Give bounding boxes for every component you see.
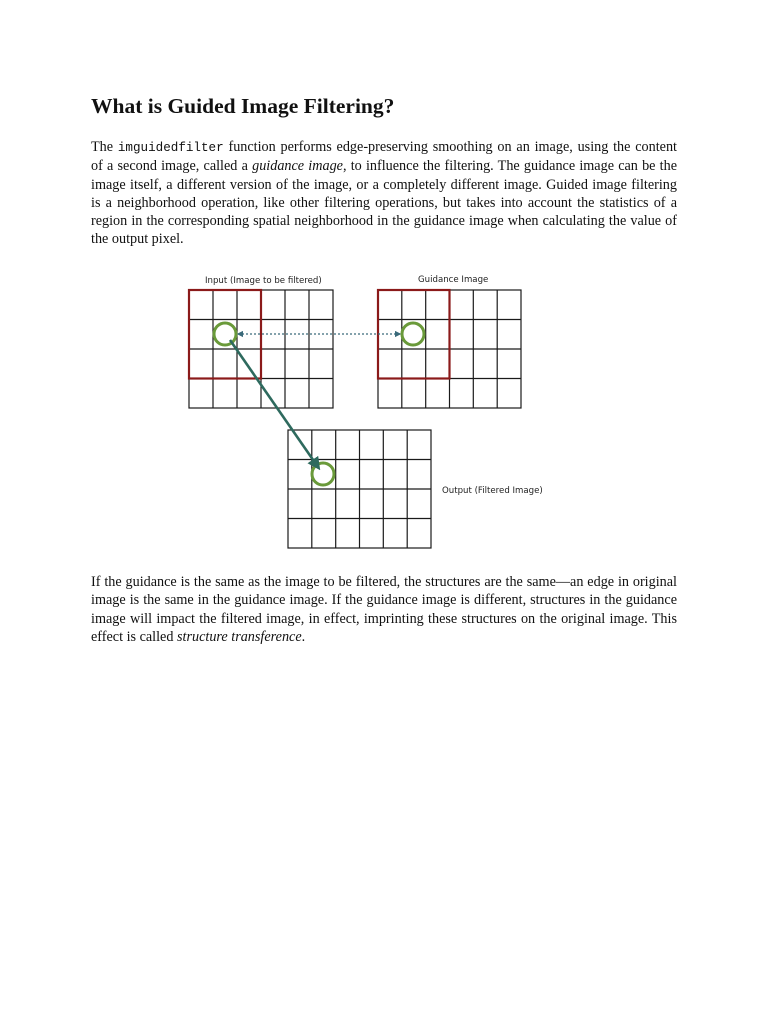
structure-transference-paragraph — [91, 573, 677, 646]
transference-text-1: If the guidance is the same as the image to be filtered, the structures are the same—an edge in original image is the same in the guidance image. If the guidance image is different, structures in the guidance image will impact the filtered image, in effect, imprinting these structures on the original image. This effect is called — [91, 574, 677, 645]
page-title: What is Guided Image Filtering? — [91, 94, 395, 118]
output-grid-label: Output (Filtered Image) — [442, 486, 543, 496]
guidance-grid-label: Guidance Image — [418, 275, 489, 285]
output-pixel-circle — [312, 463, 334, 485]
input-to-output-arrow — [230, 340, 318, 467]
intro-text-2: function performs edge-preserving smoothing on an image, using the content of a second image, called a — [91, 139, 678, 175]
input-grid-label: Input (Image to be filtered) — [205, 276, 322, 286]
guided-filter-diagram — [170, 268, 560, 558]
guidance-pixel-circle — [402, 323, 424, 345]
guidance-neighborhood-window — [378, 290, 450, 379]
output-grid — [288, 430, 431, 548]
structure-transference-term: structure transference — [177, 628, 302, 645]
transference-text-2: . — [301, 628, 306, 645]
intro-text-1: The — [91, 139, 118, 155]
function-name-code: imguidedfilter — [117, 141, 224, 155]
intro-paragraph — [91, 138, 677, 249]
intro-text-3: , to influence the filtering. The guidance image can be the image itself, a different version of the image, or a completely different image. Guided image filtering is a neighborhood operation, like other filtering operations, but takes into account the statistics of a region in the corresponding spatial neighborhood in the guidance image when calculating the value of the output pixel. — [91, 158, 678, 248]
guidance-image-term: guidance image — [252, 158, 343, 175]
